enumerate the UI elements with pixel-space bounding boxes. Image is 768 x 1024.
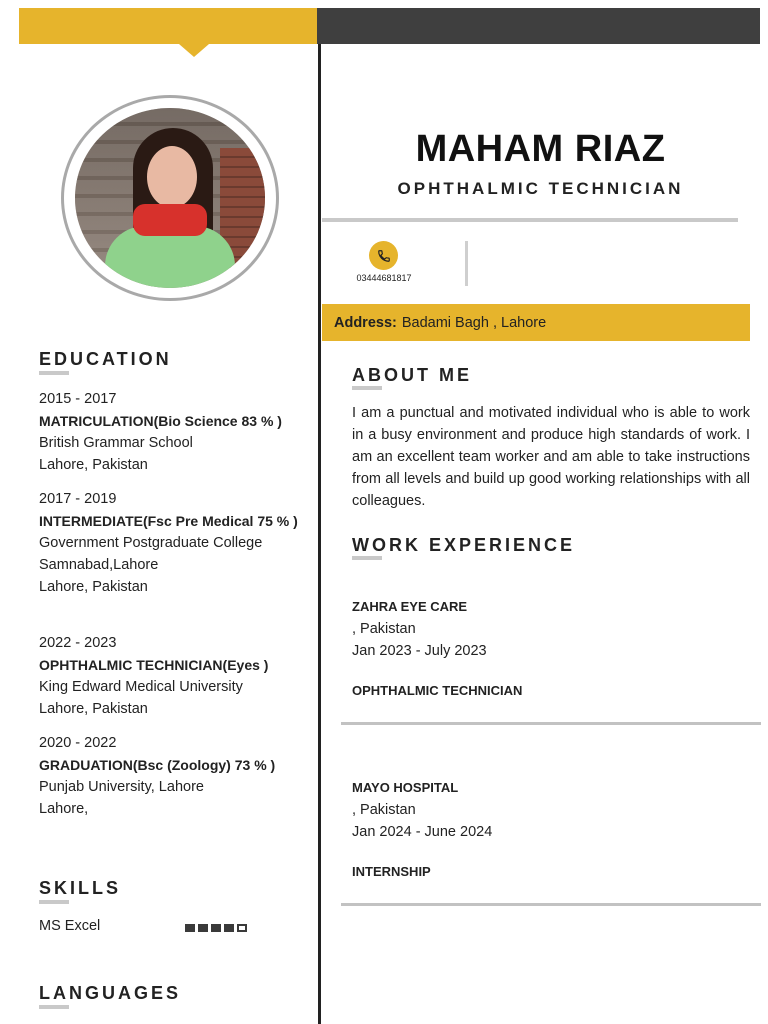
education-degree: MATRICULATION(Bio Science 83 % ) (39, 413, 282, 429)
about-heading: ABOUT ME (352, 365, 472, 385)
experience-underline (352, 556, 382, 560)
job-position: OPHTHALMIC TECHNICIAN (352, 683, 523, 698)
candidate-name: MAHAM RIAZ (415, 128, 666, 170)
header-bar-dark (317, 8, 760, 44)
education-item (39, 632, 309, 720)
education-location: Lahore, Pakistan (39, 579, 148, 595)
skill-name: MS Excel (39, 918, 101, 934)
education-school: Government Postgraduate College Samnabad,Lahore (39, 535, 263, 573)
employment-dates: Jan 2023 - July 2023 (352, 643, 487, 659)
education-location: Lahore, Pakistan (39, 701, 148, 717)
skill-level-dot (198, 924, 208, 932)
skill-level-dot (237, 924, 247, 932)
experience-item (352, 777, 752, 883)
education-years: 2022 - 2023 (39, 635, 117, 651)
education-years: 2017 - 2019 (39, 491, 117, 507)
address-bar (322, 304, 750, 341)
employment-dates: Jan 2024 - June 2024 (352, 824, 493, 840)
about-text: I am a punctual and motivated individual who is able to work in a busy environment and produce high standards of work. I am an excellent team worker and am able to take instructions from all levels and build up good working relationships with all colleagues. (352, 405, 750, 509)
education-school: King Edward Medical University (39, 679, 243, 695)
education-years: 2015 - 2017 (39, 391, 117, 407)
education-underline (39, 371, 69, 375)
education-degree: INTERMEDIATE(Fsc Pre Medical 75 % ) (39, 513, 298, 529)
profile-photo (75, 108, 265, 288)
employer-name: ZAHRA EYE CARE (352, 599, 468, 614)
education-location: Lahore, (39, 801, 89, 817)
header-notch (179, 44, 209, 57)
address-value: Badami Bagh , Lahore (401, 314, 547, 331)
experience-item (352, 596, 752, 702)
skills-underline (39, 900, 69, 904)
education-heading: EDUCATION (39, 349, 172, 369)
languages-heading: LANGUAGES (39, 983, 182, 1003)
profile-photo-frame (61, 95, 279, 301)
phone-number: 03444681817 (356, 273, 412, 283)
languages-underline (39, 1005, 69, 1009)
header-bar-accent (19, 8, 317, 44)
skill-level-meter (185, 924, 247, 932)
experience-heading: WORK EXPERIENCE (352, 535, 576, 555)
skill-level-dot (211, 924, 221, 932)
employer-name: MAYO HOSPITAL (352, 780, 459, 795)
education-school: Punjab University, Lahore (39, 779, 204, 795)
education-school: British Grammar School (39, 435, 193, 451)
experience-divider (341, 722, 761, 725)
employer-location: , Pakistan (352, 802, 416, 818)
contact-separator (465, 241, 468, 286)
job-position: INTERNSHIP (352, 864, 431, 879)
education-degree: GRADUATION(Bsc (Zoology) 73 % ) (39, 757, 276, 773)
experience-divider (341, 903, 761, 906)
skills-heading: SKILLS (39, 878, 122, 898)
candidate-title: OPHTHALMIC TECHNICIAN (397, 179, 684, 198)
education-years: 2020 - 2022 (39, 735, 117, 751)
phone-icon (369, 241, 398, 270)
about-underline (352, 386, 382, 390)
education-item (39, 388, 309, 476)
education-location: Lahore, Pakistan (39, 457, 148, 473)
education-item (39, 732, 309, 820)
education-degree: OPHTHALMIC TECHNICIAN(Eyes ) (39, 657, 269, 673)
skill-level-dot (185, 924, 195, 932)
education-item (39, 488, 304, 598)
employer-location: , Pakistan (352, 621, 416, 637)
address-label: Address: (334, 314, 397, 331)
header-divider (322, 218, 738, 222)
skill-level-dot (224, 924, 234, 932)
